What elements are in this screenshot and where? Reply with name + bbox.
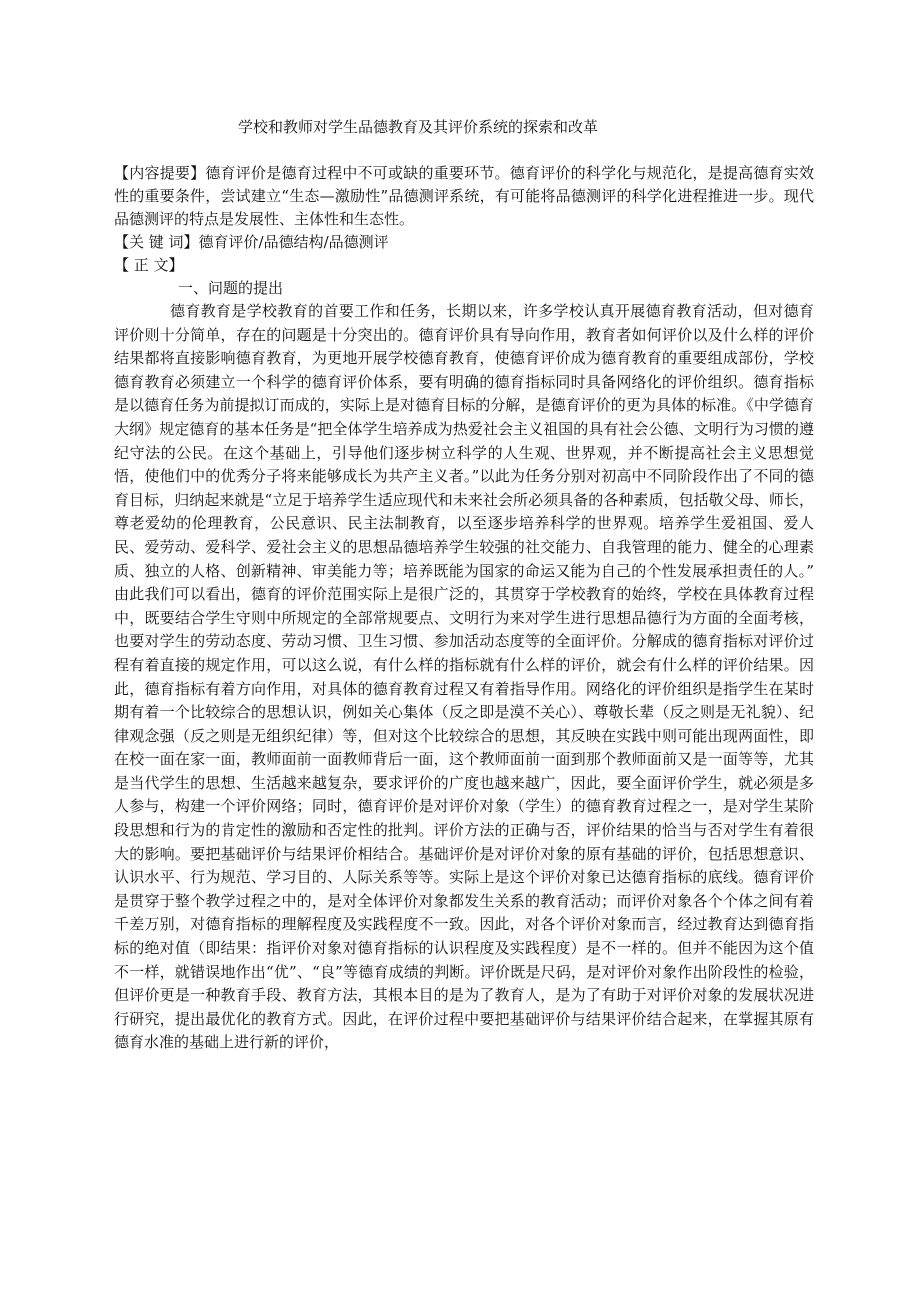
document-page <box>114 0 814 1055</box>
keywords: 【关 键 词】德育评价/品德结构/品德测评 <box>114 233 389 251</box>
main-text-label: 【 正 文】 <box>114 256 184 274</box>
body-paragraph: 德育教育是学校教育的首要工作和任务，长期以来，许多学校认真开展德育教育活动，但对德育评价则十分简单，存在的问题是十分突出的。德育评价具有导向作用，教育者如何评价以及什么样的评价结果都将直接影响德育教育，为更地开展学校德育教育，使德育评价成为德育教育的重要组成部份，学校德育教育必须建立一个科学的德育评价体系，要有明确的德育指标同时具备网络化的评价组织。德育指标是以德育任务为前提拟订而成的，实际上是对德育目标的分解，是德育评价的更为具体的标准。《中学德育大纲》规定德育的基本任务是“把全体学生培养成为热爱社会主义祖国的具有社会公德、文明行为习惯的遵纪守法的公民。在这个基础上，引导他们逐步树立科学的人生观、世界观，并不断提高社会主义思想觉悟，使他们中的优秀分子将来能够成长为共产主义者。”以此为任务分别对初高中不同阶段作出了不同的德育目标，归纳起来就是“立足于培养学生适应现代和未来社会所必须具备的各种素质，包括敬父母、师长，尊老爱幼的伦理教育，公民意识、民主法制教育，以至逐步培养科学的世界观。培养学生爱祖国、爱人民、爱劳动、爱科学、爱社会主义的思想品德培养学生较强的社交能力、自我管理的能力、健全的心理素质、独立的人格、创新精神、审美能力等；培养既能为国家的命运又能为自己的个性发展承担责任的人。” 由此我们可以看出，德育的评价范围实际上是很广泛的，其贯穿于学校教育的始终，学校在具体教育过程中，既要结合学生守则中所规定的全部常规要点、文明行为来对学生进行思想品德行为方面的全面考核，也要对学生的劳动态度、劳动习惯、卫生习惯、参加活动态度等的全面评价。分解成的德育指标对评价过程有着直接的规定作用，可以这么说，有什么样的指标就有什么样的评价，就会有什么样的评价结果。因此，德育指标有着方向作用，对具体的德育教育过程又有着指导作用。网络化的评价组织是指学生在某时期有着一个比较综合的思想认识，例如关心集体（反之即是漠不关心）、尊敬长辈（反之则是无礼貌）、纪律观念强（反之则是无组织纪律）等，但对这个比较综合的思想，其反映在实践中则可能出现两面性，即在校一面在家一面，教师面前一面教师背后一面，这个教师面前一面到那个教师面前又是一面等等，尤其是当代学生的思想、生活越来越复杂，要求评价的广度也越来越广，因此，要全面评价学生，就必须是多人参与，构建一个评价网络；同时，德育评价是对评价对象（学生）的德育教育过程之一，是对学生某阶段思想和行为的肯定性的激励和否定性的批判。评价方法的正确与否，评价结果的恰当与否对学生有着很大的影响。要把基础评价与结果评价相结合。基础评价是对评价对象的原有基础的评价，包括思想意识、认识水平、行为规范、学习目的、人际关系等等。实际上是这个评价对象已达德育指标的底线。德育评价是贯穿于整个教学过程之中的，是对全体评价对象都发生关系的教育活动；而评价对象各个个体之间有着千差万别，对德育指标的理解程度及实践程度不一致。因此，对各个评价对象而言，经过教育达到德育指标的绝对值（即结果：指评价对象对德育指标的认识程度及实践程度）是不一样的。但并不能因为这个值不一样，就错误地作出“优”、“良”等德育成绩的判断。评价既是尺码，是对评价对象作出阶段性的检验，但评价更是一种教育手段、教育方法，其根本目的是为了教育人，是为了有助于对评价对象的发展状况进行研究，提出最优化的教育方式。因此，在评价过程中要把基础评价与结果评价结合起来，在掌握其原有德育水准的基础上进行新的评价， <box>114 302 814 1052</box>
section-heading: 一、问题的提出 <box>178 279 284 297</box>
document-title: 学校和教师对学生品德教育及其评价系统的探索和改革 <box>238 118 599 136</box>
abstract: 【内容提要】德育评价是德育过程中不可或缺的重要环节。德育评价的科学化与规范化，是提高德育实效性的重要条件，尝试建立“生态—激励性”品德测评系统，有可能将品德测评的科学化进程推进一步。现代品德测评的特点是发展性、主体性和生态性。 <box>114 164 814 228</box>
